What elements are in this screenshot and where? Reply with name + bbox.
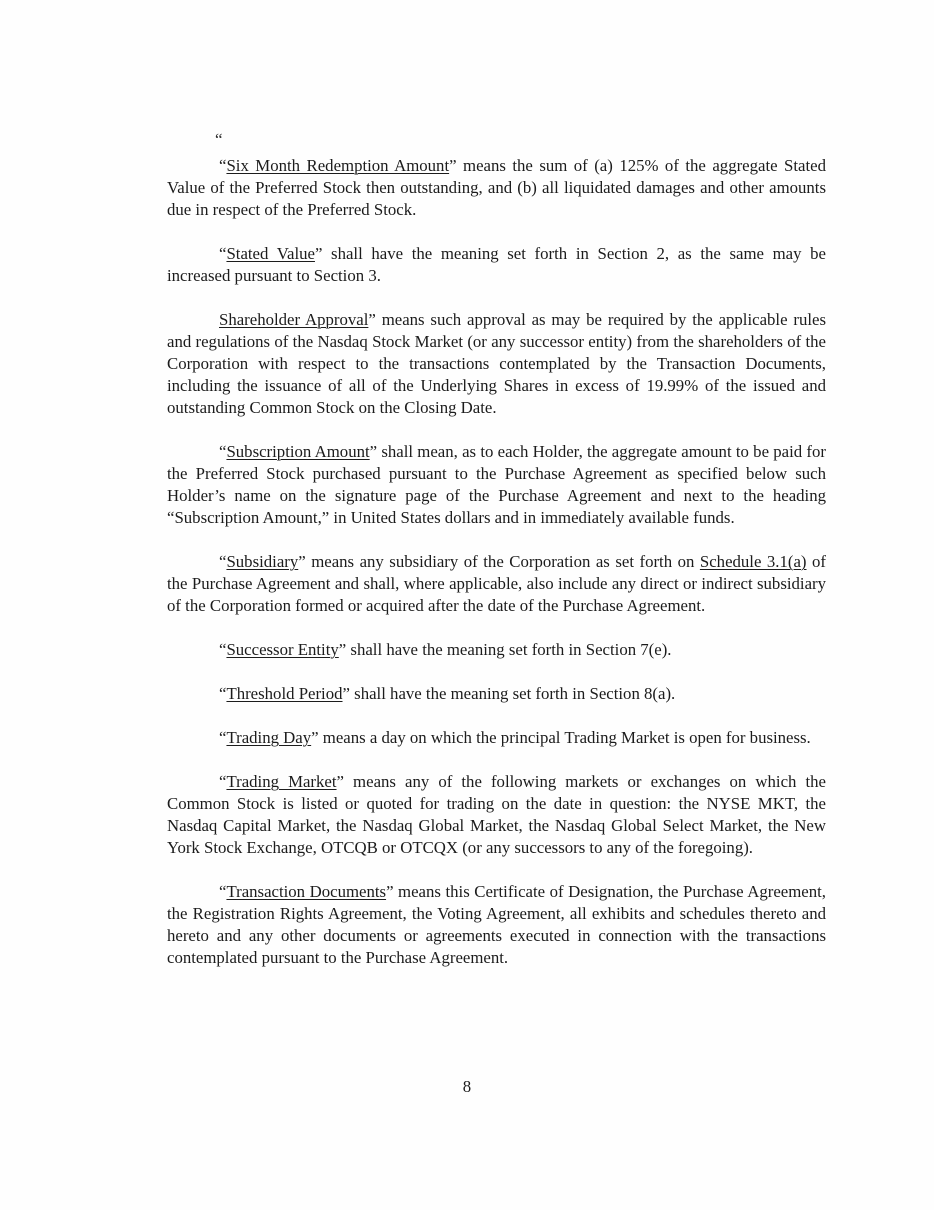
defined-term: Shareholder Approval bbox=[219, 310, 369, 329]
paragraph-text: ” shall have the meaning set forth in Section 8(a). bbox=[342, 684, 676, 703]
document-body bbox=[167, 155, 826, 991]
paragraph-subsidiary bbox=[167, 551, 826, 617]
paragraph-text: ” means any of the following markets or exchanges on which the Common Stock is listed or quoted for trading on the date in question: the NYSE MKT, the Nasdaq Capital Market, the Nasdaq Global Market, the Nasdaq Global Select Market, the New York Stock Exchange, OTCQB or OTCQX (or any successors to any of the foregoing). bbox=[167, 772, 826, 857]
paragraph-transaction-documents bbox=[167, 881, 826, 969]
paragraph-text: “ bbox=[219, 640, 227, 659]
paragraph-text: of the Purchase Agreement and shall, where applicable, also include any direct or indirect subsidiary of the Corporation formed or acquired after the date of the Purchase Agreement. bbox=[167, 552, 826, 615]
paragraph-trading-market bbox=[167, 771, 826, 859]
paragraph-successor-entity bbox=[167, 639, 826, 661]
paragraph-text: “ bbox=[219, 156, 227, 175]
paragraph-text: “ bbox=[219, 882, 227, 901]
defined-term: Threshold Period bbox=[226, 684, 343, 703]
paragraph-text: ” means this Certificate of Designation, the Purchase Agreement, the Registration Rights Agreement, the Voting Agreement, all exhibits and schedules thereto and hereto and any other documents or agreements executed in connection with the transactions contemplated pursuant to the Purchase Agreement. bbox=[167, 882, 827, 967]
paragraph-text: “ bbox=[219, 442, 227, 461]
defined-term: Schedule 3.1(a) bbox=[699, 552, 807, 571]
paragraph-text: “ bbox=[219, 772, 227, 791]
defined-term: Subscription Amount bbox=[226, 442, 370, 461]
paragraph-threshold-period bbox=[167, 683, 826, 705]
paragraph-text: ” means the sum of (a) 125% of the aggregate Stated Value of the Preferred Stock then outstanding, and (b) all liquidated damages and other amounts due in respect of the Preferred Stock. bbox=[167, 156, 826, 219]
paragraph-text: ” means such approval as may be required by the applicable rules and regulations of the Nasdaq Stock Market (or any successor entity) from the shareholders of the Corporation with respect to the transactions contemplated by the Transaction Documents, including the issuance of all of the Underlying Shares in excess of 19.99% of the issued and outstanding Common Stock on the Closing Date. bbox=[167, 310, 826, 417]
defined-term: Successor Entity bbox=[226, 640, 339, 659]
paragraph-text: ” shall mean, as to each Holder, the aggregate amount to be paid for the Preferred Stock purchased pursuant to the Purchase Agreement as specified below such Holder’s name on the signature page of the Purchase Agreement and next to the heading “Subscription Amount,” in United States dollars and in immediately available funds. bbox=[167, 442, 826, 527]
page-number: 8 bbox=[462, 1077, 472, 1096]
defined-term: Stated Value bbox=[226, 244, 315, 263]
paragraph-text: ” means any subsidiary of the Corporation as set forth on bbox=[298, 552, 700, 571]
paragraph-text: ” shall have the meaning set forth in Section 7(e). bbox=[338, 640, 672, 659]
paragraph-text: “ bbox=[219, 728, 227, 747]
paragraph-text: “ bbox=[219, 244, 227, 263]
defined-term: Transaction Documents bbox=[226, 882, 387, 901]
paragraph-text: ” shall have the meaning set forth in Section 2, as the same may be increased pursuant to Section 3. bbox=[167, 244, 826, 285]
paragraph-six-month-redemption-amount bbox=[167, 155, 826, 221]
paragraph-trading-day bbox=[167, 727, 826, 749]
paragraph-text: ” means a day on which the principal Trading Market is open for business. bbox=[311, 728, 811, 747]
defined-term: Trading Day bbox=[226, 728, 312, 747]
paragraph-text: “ bbox=[219, 684, 227, 703]
defined-term: Subsidiary bbox=[226, 552, 299, 571]
paragraph-text: “ bbox=[219, 552, 227, 571]
defined-term: Trading Market bbox=[226, 772, 337, 791]
paragraph-stated-value bbox=[167, 243, 826, 287]
stray-quote-mark: “ bbox=[215, 130, 223, 149]
paragraph-shareholder-approval bbox=[167, 309, 826, 419]
defined-term: Six Month Redemption Amount bbox=[226, 156, 450, 175]
paragraph-subscription-amount bbox=[167, 441, 826, 529]
